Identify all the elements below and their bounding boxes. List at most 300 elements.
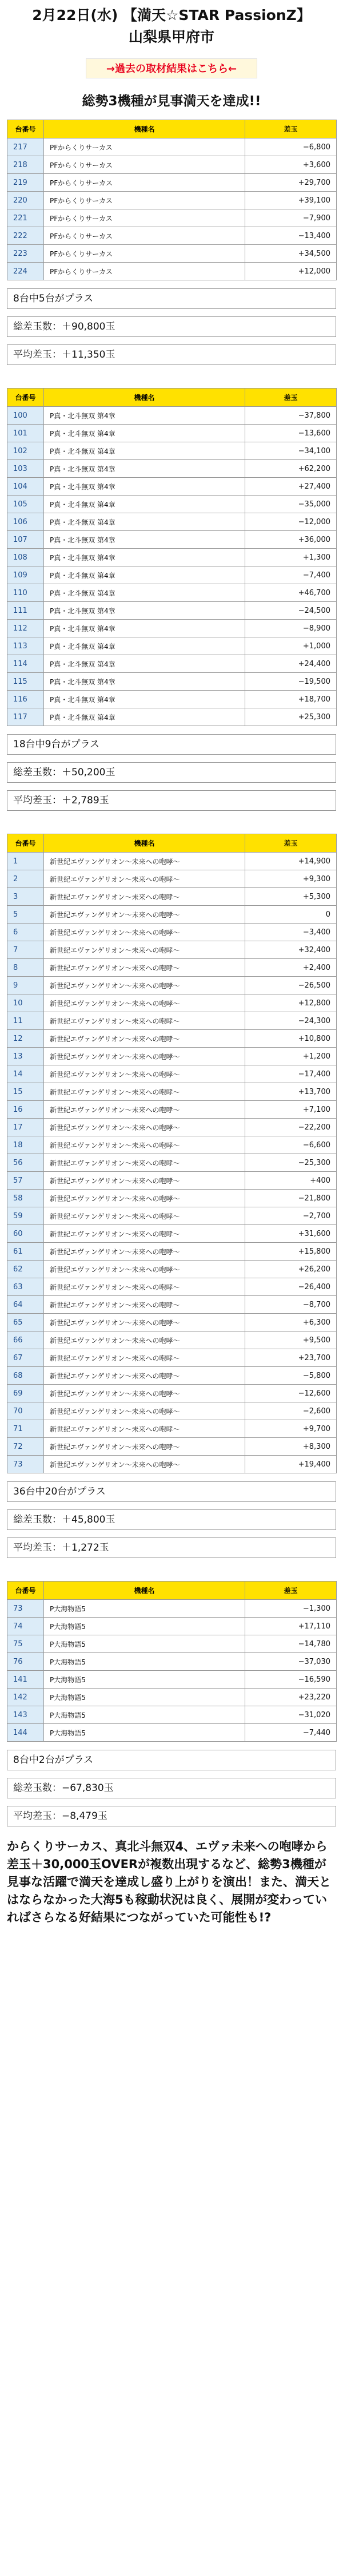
headline: 総勢3機種が見事満天を達成!!	[82, 94, 261, 109]
machine-name: P真・北斗無双 第4章	[44, 620, 245, 637]
table-row	[7, 1172, 337, 1190]
machine-name: P大海物語5	[44, 1689, 245, 1706]
ball-difference: +25,300	[245, 708, 337, 726]
ball-difference: +34,500	[245, 245, 337, 263]
machine-number: 104	[7, 478, 44, 496]
results-table	[7, 834, 337, 1473]
machine-name: 新世紀エヴァンゲリオン〜未来への咆哮〜	[44, 1402, 245, 1420]
machine-number: 220	[7, 192, 44, 209]
table-row	[7, 1261, 337, 1278]
table-row	[7, 1030, 337, 1048]
results-sections	[7, 120, 336, 1826]
table-row	[7, 1689, 337, 1706]
machine-name: P真・北斗無双 第4章	[44, 708, 245, 726]
machine-name: 新世紀エヴァンゲリオン〜未来への咆哮〜	[44, 1207, 245, 1225]
ball-difference: +9,500	[245, 1331, 337, 1349]
column-header-machine: 機種名	[44, 389, 245, 407]
ball-difference: +23,220	[245, 1689, 337, 1706]
machine-name: PFからくりサーカス	[44, 156, 245, 174]
table-row	[7, 870, 337, 888]
machine-name: PFからくりサーカス	[44, 245, 245, 263]
machine-name: 新世紀エヴァンゲリオン〜未来への咆哮〜	[44, 1261, 245, 1278]
table-row	[7, 442, 337, 460]
plus-count-box: 8台中2台がプラス	[7, 1750, 336, 1770]
machine-number: 105	[7, 496, 44, 513]
ball-difference: +26,200	[245, 1261, 337, 1278]
machine-number: 15	[7, 1083, 44, 1101]
results-table	[7, 120, 337, 280]
column-header-number: 台番号	[7, 834, 44, 853]
table-row	[7, 1243, 337, 1261]
machine-number: 114	[7, 655, 44, 673]
machine-number: 14	[7, 1065, 44, 1083]
table-row	[7, 1296, 337, 1314]
machine-name: P真・北斗無双 第4章	[44, 637, 245, 655]
machine-number: 112	[7, 620, 44, 637]
machine-number: 62	[7, 1261, 44, 1278]
table-row	[7, 1331, 337, 1349]
machine-name: 新世紀エヴァンゲリオン〜未来への咆哮〜	[44, 1083, 245, 1101]
machine-number: 101	[7, 425, 44, 442]
machine-number: 68	[7, 1367, 44, 1385]
table-row	[7, 1367, 337, 1385]
ball-difference: −13,600	[245, 425, 337, 442]
ball-difference: +5,300	[245, 888, 337, 906]
ball-difference: +10,800	[245, 1030, 337, 1048]
column-header-number: 台番号	[7, 389, 44, 407]
summary-paragraph: からくりサーカス、真北斗無双4、エヴァ未来への咆哮から差玉＋30,000玉OVERが複数出現するなど、総勢3機種が見事な活躍で満天を達成し盛り上がりを演出！また、満天とはならなかった大海5も稼動状況は良く、展開が変わっていればさらなる好結果につながっていた可能性も!?	[7, 1840, 331, 1924]
ball-difference: +27,400	[245, 478, 337, 496]
table-row	[7, 460, 337, 478]
machine-number: 16	[7, 1101, 44, 1119]
ball-difference: +9,700	[245, 1420, 337, 1438]
table-row	[7, 1101, 337, 1119]
machine-number: 221	[7, 209, 44, 227]
ball-difference: +31,600	[245, 1225, 337, 1243]
table-header-row	[7, 389, 337, 407]
machine-number: 116	[7, 691, 44, 708]
machine-name: 新世紀エヴァンゲリオン〜未来への咆哮〜	[44, 853, 245, 870]
machine-number: 73	[7, 1456, 44, 1473]
table-row	[7, 1438, 337, 1456]
table-header-row	[7, 1582, 337, 1600]
ball-difference: −37,030	[245, 1653, 337, 1671]
table-row	[7, 1653, 337, 1671]
ball-difference: −26,400	[245, 1278, 337, 1296]
machine-name: 新世紀エヴァンゲリオン〜未来への咆哮〜	[44, 1385, 245, 1402]
table-header-row	[7, 834, 337, 853]
machine-name: P大海物語5	[44, 1724, 245, 1742]
machine-name: P真・北斗無双 第4章	[44, 673, 245, 691]
machine-number: 144	[7, 1724, 44, 1742]
column-header-diff: 差玉	[245, 834, 337, 853]
table-row	[7, 655, 337, 673]
ball-difference: +9,300	[245, 870, 337, 888]
table-row	[7, 1225, 337, 1243]
machine-name: 新世紀エヴァンゲリオン〜未来への咆哮〜	[44, 1367, 245, 1385]
machine-section	[7, 1558, 336, 1826]
machine-number: 10	[7, 994, 44, 1012]
ball-difference: −12,000	[245, 513, 337, 531]
table-row	[7, 1136, 337, 1154]
machine-number: 11	[7, 1012, 44, 1030]
location-label: 山梨県甲府市	[128, 29, 214, 45]
ball-difference: +3,600	[245, 156, 337, 174]
machine-section	[7, 365, 336, 811]
machine-name: 新世紀エヴァンゲリオン〜未来への咆哮〜	[44, 1030, 245, 1048]
ball-difference: +14,900	[245, 853, 337, 870]
machine-section	[7, 120, 336, 365]
table-row	[7, 708, 337, 726]
table-row	[7, 1600, 337, 1618]
table-row	[7, 1706, 337, 1724]
ball-difference: −8,700	[245, 1296, 337, 1314]
ball-difference: −31,020	[245, 1706, 337, 1724]
table-row	[7, 959, 337, 977]
column-header-number: 台番号	[7, 120, 44, 138]
ball-difference: −12,600	[245, 1385, 337, 1402]
machine-number: 108	[7, 549, 44, 566]
machine-number: 66	[7, 1331, 44, 1349]
machine-number: 71	[7, 1420, 44, 1438]
table-row	[7, 174, 337, 192]
machine-number: 74	[7, 1618, 44, 1635]
ball-difference: +8,300	[245, 1438, 337, 1456]
machine-number: 56	[7, 1154, 44, 1172]
table-row	[7, 138, 337, 156]
machine-name: 新世紀エヴァンゲリオン〜未来への咆哮〜	[44, 1172, 245, 1190]
table-row	[7, 1420, 337, 1438]
ball-difference: +2,400	[245, 959, 337, 977]
table-row	[7, 263, 337, 280]
table-row	[7, 1083, 337, 1101]
machine-number: 143	[7, 1706, 44, 1724]
machine-name: P大海物語5	[44, 1600, 245, 1618]
table-row	[7, 888, 337, 906]
table-row	[7, 1385, 337, 1402]
ball-difference: +19,400	[245, 1456, 337, 1473]
machine-name: PFからくりサーカス	[44, 174, 245, 192]
machine-name: P真・北斗無双 第4章	[44, 425, 245, 442]
table-row	[7, 1119, 337, 1136]
ball-difference: +1,000	[245, 637, 337, 655]
machine-name: P真・北斗無双 第4章	[44, 691, 245, 708]
ball-difference: +62,200	[245, 460, 337, 478]
machine-number: 2	[7, 870, 44, 888]
machine-number: 113	[7, 637, 44, 655]
ball-difference: −6,800	[245, 138, 337, 156]
ball-difference: +1,300	[245, 549, 337, 566]
machine-name: 新世紀エヴァンゲリオン〜未来への咆哮〜	[44, 959, 245, 977]
ball-difference: +7,100	[245, 1101, 337, 1119]
table-row	[7, 1618, 337, 1635]
column-header-machine: 機種名	[44, 834, 245, 853]
machine-name: 新世紀エヴァンゲリオン〜未来への咆哮〜	[44, 1296, 245, 1314]
ball-difference: +36,000	[245, 531, 337, 549]
ball-difference: −6,600	[245, 1136, 337, 1154]
machine-number: 7	[7, 941, 44, 959]
machine-name: P真・北斗無双 第4章	[44, 407, 245, 425]
ball-difference: +32,400	[245, 941, 337, 959]
average-diff-box: 平均差玉：＋11,350玉	[7, 344, 336, 365]
table-row	[7, 1671, 337, 1689]
machine-name: 新世紀エヴァンゲリオン〜未来への咆哮〜	[44, 1420, 245, 1438]
machine-number: 106	[7, 513, 44, 531]
ball-difference: −34,100	[245, 442, 337, 460]
column-header-diff: 差玉	[245, 120, 337, 138]
table-row	[7, 496, 337, 513]
machine-section	[7, 811, 336, 1558]
table-row	[7, 1724, 337, 1742]
machine-name: 新世紀エヴァンゲリオン〜未来への咆哮〜	[44, 1048, 245, 1065]
machine-name: 新世紀エヴァンゲリオン〜未来への咆哮〜	[44, 1314, 245, 1331]
machine-number: 72	[7, 1438, 44, 1456]
plus-count-box: 8台中5台がプラス	[7, 288, 336, 309]
table-row	[7, 1207, 337, 1225]
table-row	[7, 209, 337, 227]
machine-name: PFからくりサーカス	[44, 138, 245, 156]
machine-number: 58	[7, 1190, 44, 1207]
machine-number: 141	[7, 1671, 44, 1689]
plus-count-box: 18台中9台がプラス	[7, 734, 336, 755]
plus-count-box: 36台中20台がプラス	[7, 1481, 336, 1502]
table-row	[7, 906, 337, 924]
ball-difference: −2,700	[245, 1207, 337, 1225]
column-header-diff: 差玉	[245, 389, 337, 407]
machine-number: 69	[7, 1385, 44, 1402]
ball-difference: +1,200	[245, 1048, 337, 1065]
machine-number: 6	[7, 924, 44, 941]
machine-number: 223	[7, 245, 44, 263]
machine-number: 76	[7, 1653, 44, 1671]
machine-name: PFからくりサーカス	[44, 263, 245, 280]
ball-difference: +12,800	[245, 994, 337, 1012]
ball-difference: +12,000	[245, 263, 337, 280]
machine-name: P真・北斗無双 第4章	[44, 496, 245, 513]
average-diff-box: 平均差玉：−8,479玉	[7, 1806, 336, 1826]
table-row	[7, 425, 337, 442]
machine-name: P真・北斗無双 第4章	[44, 655, 245, 673]
table-row	[7, 1314, 337, 1331]
table-row	[7, 584, 337, 602]
ball-difference: −14,780	[245, 1635, 337, 1653]
table-row	[7, 513, 337, 531]
ball-difference: −8,900	[245, 620, 337, 637]
machine-name: P真・北斗無双 第4章	[44, 478, 245, 496]
table-row	[7, 994, 337, 1012]
ball-difference: +46,700	[245, 584, 337, 602]
ball-difference: −16,590	[245, 1671, 337, 1689]
table-row	[7, 1154, 337, 1172]
machine-number: 217	[7, 138, 44, 156]
machine-name: P大海物語5	[44, 1706, 245, 1724]
ball-difference: −24,500	[245, 602, 337, 620]
machine-number: 59	[7, 1207, 44, 1225]
past-results-link[interactable]: →過去の取材結果はこちら←	[86, 58, 257, 78]
machine-number: 13	[7, 1048, 44, 1065]
section-gap	[7, 365, 336, 388]
table-row	[7, 620, 337, 637]
table-row	[7, 1065, 337, 1083]
table-row	[7, 1190, 337, 1207]
table-row	[7, 1048, 337, 1065]
average-diff-box: 平均差玉：＋1,272玉	[7, 1537, 336, 1558]
machine-number: 115	[7, 673, 44, 691]
machine-number: 57	[7, 1172, 44, 1190]
ball-difference: −7,400	[245, 566, 337, 584]
machine-number: 224	[7, 263, 44, 280]
machine-name: 新世紀エヴァンゲリオン〜未来への咆哮〜	[44, 1225, 245, 1243]
machine-number: 60	[7, 1225, 44, 1243]
ball-difference: 0	[245, 906, 337, 924]
machine-number: 67	[7, 1349, 44, 1367]
machine-name: PFからくりサーカス	[44, 227, 245, 245]
machine-number: 5	[7, 906, 44, 924]
ball-difference: +24,400	[245, 655, 337, 673]
machine-name: 新世紀エヴァンゲリオン〜未来への咆哮〜	[44, 994, 245, 1012]
machine-number: 218	[7, 156, 44, 174]
average-diff-box: 平均差玉：＋2,789玉	[7, 790, 336, 811]
ball-difference: −26,500	[245, 977, 337, 994]
machine-name: P真・北斗無双 第4章	[44, 531, 245, 549]
table-row	[7, 227, 337, 245]
machine-name: 新世紀エヴァンゲリオン〜未来への咆哮〜	[44, 906, 245, 924]
machine-number: 110	[7, 584, 44, 602]
machine-name: 新世紀エヴァンゲリオン〜未来への咆哮〜	[44, 1119, 245, 1136]
machine-number: 1	[7, 853, 44, 870]
section-gap	[7, 1558, 336, 1581]
ball-difference: +18,700	[245, 691, 337, 708]
table-row	[7, 566, 337, 584]
machine-number: 111	[7, 602, 44, 620]
machine-number: 18	[7, 1136, 44, 1154]
table-row	[7, 1278, 337, 1296]
ball-difference: −2,600	[245, 1402, 337, 1420]
table-row	[7, 673, 337, 691]
ball-difference: −3,400	[245, 924, 337, 941]
machine-name: P大海物語5	[44, 1635, 245, 1653]
machine-number: 17	[7, 1119, 44, 1136]
machine-name: 新世紀エヴァンゲリオン〜未来への咆哮〜	[44, 1331, 245, 1349]
machine-name: 新世紀エヴァンゲリオン〜未来への咆哮〜	[44, 1278, 245, 1296]
machine-name: P大海物語5	[44, 1653, 245, 1671]
machine-name: P真・北斗無双 第4章	[44, 566, 245, 584]
ball-difference: +6,300	[245, 1314, 337, 1331]
table-row	[7, 531, 337, 549]
column-header-machine: 機種名	[44, 120, 245, 138]
ball-difference: −25,300	[245, 1154, 337, 1172]
machine-number: 75	[7, 1635, 44, 1653]
machine-name: 新世紀エヴァンゲリオン〜未来への咆哮〜	[44, 888, 245, 906]
table-row	[7, 407, 337, 425]
ball-difference: −21,800	[245, 1190, 337, 1207]
machine-number: 8	[7, 959, 44, 977]
ball-difference: +23,700	[245, 1349, 337, 1367]
machine-number: 3	[7, 888, 44, 906]
page-title: 2月22日(水) 【満天☆STAR PassionZ】	[32, 7, 311, 23]
table-row	[7, 245, 337, 263]
machine-name: 新世紀エヴァンゲリオン〜未来への咆哮〜	[44, 1136, 245, 1154]
machine-name: PFからくりサーカス	[44, 192, 245, 209]
machine-number: 219	[7, 174, 44, 192]
machine-number: 70	[7, 1402, 44, 1420]
section-gap	[7, 811, 336, 834]
machine-number: 107	[7, 531, 44, 549]
results-table	[7, 388, 337, 726]
ball-difference: −22,200	[245, 1119, 337, 1136]
machine-name: 新世紀エヴァンゲリオン〜未来への咆哮〜	[44, 1243, 245, 1261]
ball-difference: −17,400	[245, 1065, 337, 1083]
machine-name: P大海物語5	[44, 1618, 245, 1635]
total-diff-box: 総差玉数：＋90,800玉	[7, 316, 336, 337]
total-diff-box: 総差玉数：＋50,200玉	[7, 762, 336, 783]
ball-difference: +17,110	[245, 1618, 337, 1635]
ball-difference: +13,700	[245, 1083, 337, 1101]
column-header-number: 台番号	[7, 1582, 44, 1600]
machine-name: 新世紀エヴァンゲリオン〜未来への咆哮〜	[44, 1190, 245, 1207]
machine-name: PFからくりサーカス	[44, 209, 245, 227]
total-diff-box: 総差玉数：＋45,800玉	[7, 1509, 336, 1530]
machine-number: 65	[7, 1314, 44, 1331]
machine-name: P真・北斗無双 第4章	[44, 549, 245, 566]
ball-difference: −13,400	[245, 227, 337, 245]
machine-number: 103	[7, 460, 44, 478]
machine-number: 109	[7, 566, 44, 584]
table-row	[7, 941, 337, 959]
machine-number: 102	[7, 442, 44, 460]
table-row	[7, 977, 337, 994]
table-row	[7, 853, 337, 870]
machine-number: 142	[7, 1689, 44, 1706]
table-row	[7, 549, 337, 566]
machine-name: 新世紀エヴァンゲリオン〜未来への咆哮〜	[44, 1349, 245, 1367]
table-row	[7, 156, 337, 174]
results-table	[7, 1581, 337, 1742]
table-row	[7, 1349, 337, 1367]
machine-number: 64	[7, 1296, 44, 1314]
machine-number: 63	[7, 1278, 44, 1296]
machine-number: 73	[7, 1600, 44, 1618]
machine-name: 新世紀エヴァンゲリオン〜未来への咆哮〜	[44, 924, 245, 941]
machine-name: P真・北斗無双 第4章	[44, 602, 245, 620]
ball-difference: −35,000	[245, 496, 337, 513]
ball-difference: −7,440	[245, 1724, 337, 1742]
table-row	[7, 478, 337, 496]
ball-difference: −5,800	[245, 1367, 337, 1385]
table-row	[7, 1012, 337, 1030]
ball-difference: −37,800	[245, 407, 337, 425]
ball-difference: −7,900	[245, 209, 337, 227]
table-row	[7, 637, 337, 655]
machine-name: P真・北斗無双 第4章	[44, 584, 245, 602]
table-row	[7, 1635, 337, 1653]
ball-difference: +15,800	[245, 1243, 337, 1261]
ball-difference: +400	[245, 1172, 337, 1190]
machine-name: 新世紀エヴァンゲリオン〜未来への咆哮〜	[44, 1456, 245, 1473]
machine-name: P真・北斗無双 第4章	[44, 460, 245, 478]
ball-difference: −19,500	[245, 673, 337, 691]
machine-name: 新世紀エヴァンゲリオン〜未来への咆哮〜	[44, 977, 245, 994]
ball-difference: +29,700	[245, 174, 337, 192]
table-header-row	[7, 120, 337, 138]
table-row	[7, 924, 337, 941]
ball-difference: +39,100	[245, 192, 337, 209]
machine-name: 新世紀エヴァンゲリオン〜未来への咆哮〜	[44, 1154, 245, 1172]
table-row	[7, 602, 337, 620]
machine-number: 117	[7, 708, 44, 726]
machine-number: 100	[7, 407, 44, 425]
machine-name: P真・北斗無双 第4章	[44, 442, 245, 460]
